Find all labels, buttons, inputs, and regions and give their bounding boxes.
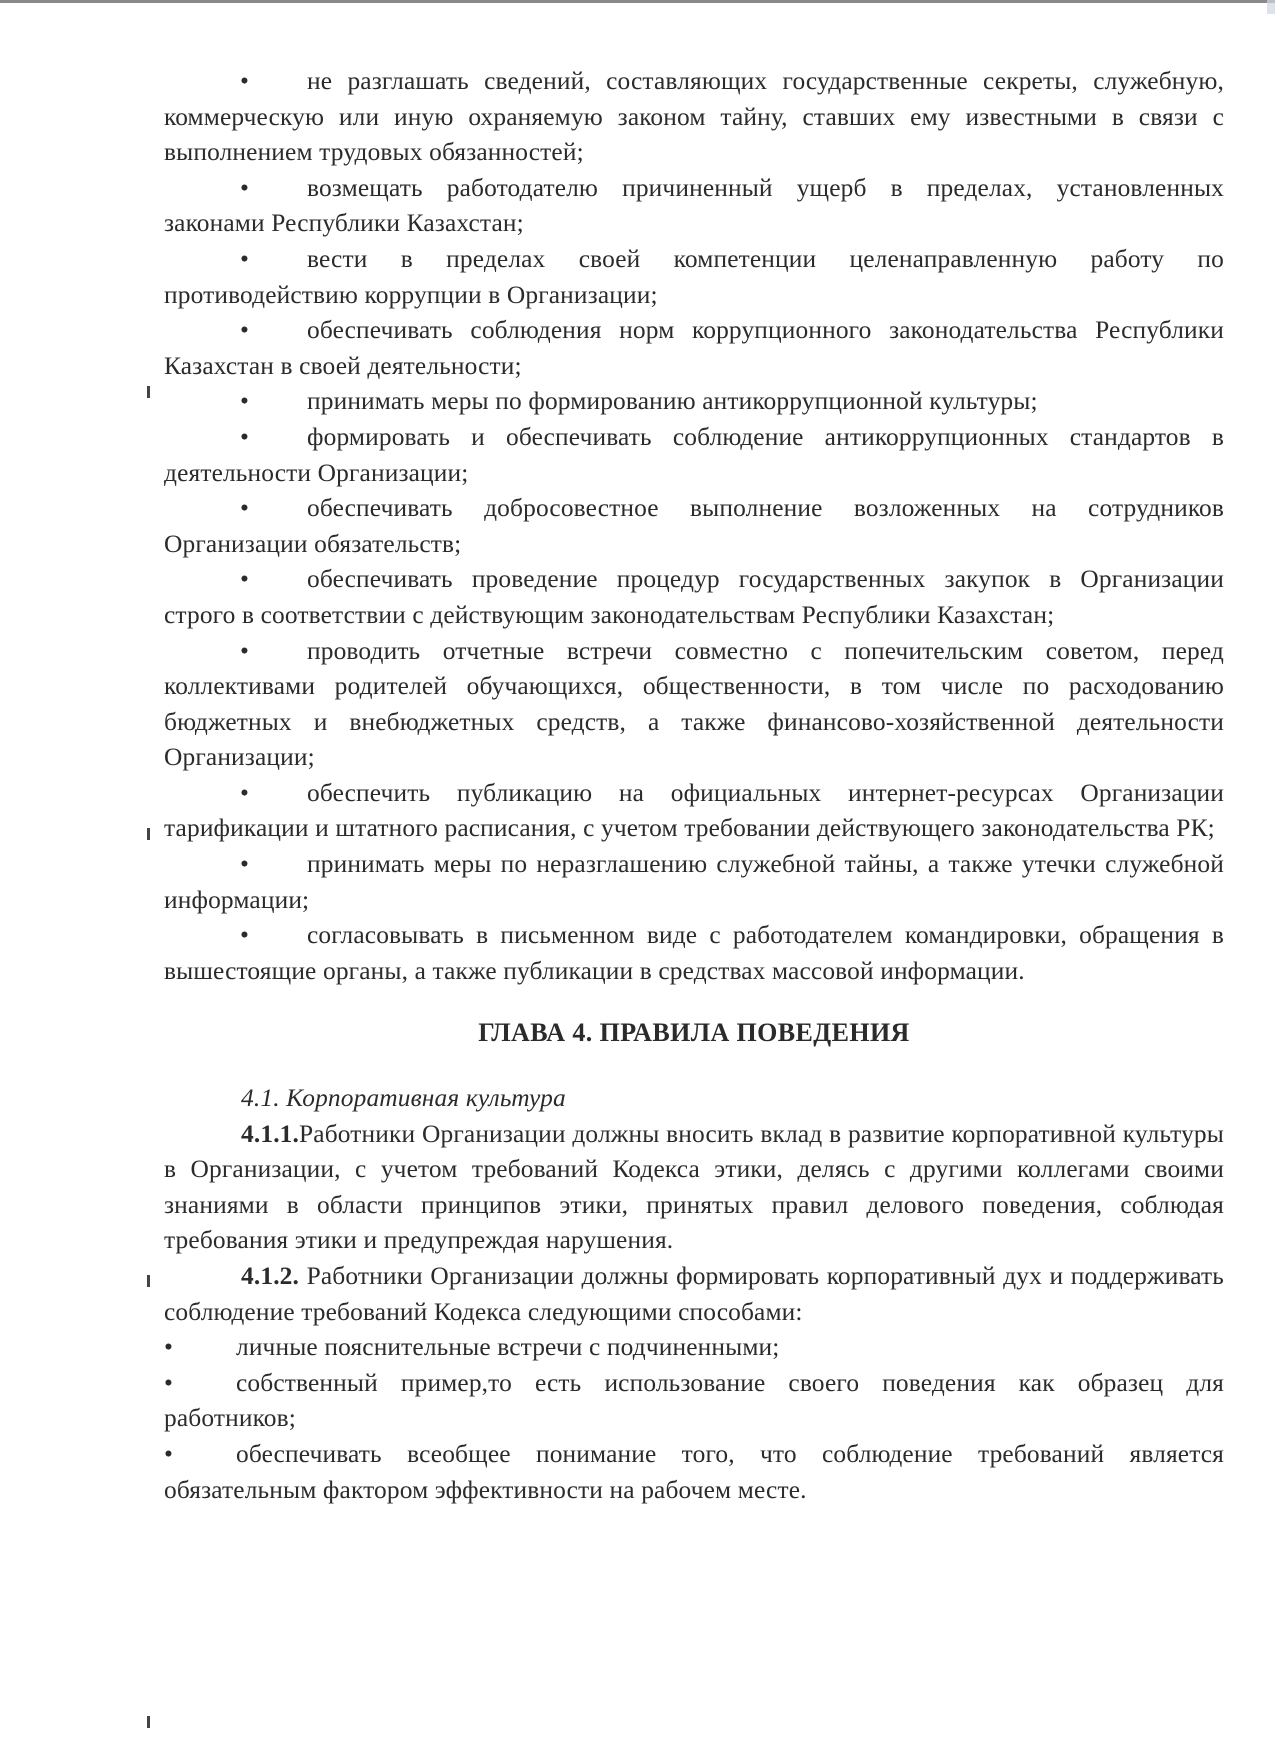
scan-mark <box>147 386 150 398</box>
list-item-text: формировать и обеспечивать соблюдение антикоррупционных стандартов в деятельности Организации; <box>164 422 1224 487</box>
bullet-icon: • <box>164 1333 174 1362</box>
bullet-icon: • <box>240 850 250 879</box>
list-item <box>164 634 1224 776</box>
list-item <box>164 1437 1224 1508</box>
scan-top-edge <box>0 0 1275 3</box>
list-item <box>164 562 1224 633</box>
paragraph-number: 4.1.1. <box>241 1119 300 1148</box>
scan-mark <box>147 1275 150 1287</box>
list-item <box>164 1366 1224 1437</box>
list-item-text: принимать меры по формированию антикоррупционной культуры; <box>307 387 1038 416</box>
list-item <box>164 64 1224 171</box>
list-item-text: обеспечивать соблюдения норм коррупционного законодательства Республики Казахстан в своей деятельности; <box>164 316 1224 380</box>
list-item-text: проводить отчетные встречи совместно с попечительским советом, перед коллективами родителей обучающихся, общественности, в том числе по расходованию бюджетных и внебюджетных средств, а также финансово-хозяйственной деятельности Организации; <box>164 636 1224 772</box>
list-item <box>164 491 1224 562</box>
list-item-text: принимать меры по неразглашению служебной тайны, а также утечки служебной информации; <box>164 850 1224 914</box>
list-item <box>164 313 1224 384</box>
bullet-icon: • <box>164 1439 174 1468</box>
bullet-icon: • <box>240 494 250 523</box>
scan-mark <box>147 1716 150 1728</box>
bullet-icon: • <box>240 921 250 950</box>
list-item <box>164 847 1224 918</box>
list-item <box>164 171 1224 242</box>
list-item-text: собственный пример,то есть использование своего поведения как образец для работников; <box>164 1368 1224 1433</box>
list-item-text: обеспечивать проведение процедур государственных закупок в Организации строго в соответствии с действующим законодательствам Республики Казахстан; <box>164 565 1224 629</box>
list-item <box>164 918 1224 989</box>
list-item-text: не разглашать сведений, составляющих государственные секреты, служебную, коммерческую или иную охраняемую законом тайну, ставших ему известными в связи с выполнением трудовых обязанностей; <box>164 67 1224 167</box>
list-item <box>164 776 1224 847</box>
bullet-icon: • <box>240 387 250 416</box>
paragraph-text: Работники Организации должны вносить вклад в развитие корпоративной культуры в Организации, с учетом требований Кодекса этики, делясь с другими коллегами своими знаниями в области принципов этики, принятых правил делового поведения, соблюдая требования этики и предупреждая нарушения. <box>164 1119 1224 1255</box>
paragraph-number: 4.1.2. <box>241 1262 300 1290</box>
list-item-text: обеспечивать добросовестное выполнение возложенных на сотрудников Организации обязательств; <box>164 494 1224 558</box>
paragraph-text: Работники Организации должны формировать корпоративный дух и поддерживать соблюдение требований Кодекса следующими способами: <box>164 1262 1224 1326</box>
list-item-text: согласовывать в письменном виде с работодателем командировки, обращения в вышестоящие органы, а также публикации в средствах массовой информации. <box>164 921 1224 985</box>
bullet-icon: • <box>240 173 250 202</box>
bullet-icon: • <box>240 422 250 451</box>
list-item <box>164 384 1224 420</box>
bullet-icon: • <box>240 636 250 665</box>
list-item <box>164 420 1224 491</box>
bullet-icon: • <box>240 244 250 273</box>
scan-mark <box>147 828 150 840</box>
list-item-text: личные пояснительные встречи с подчиненными; <box>236 1333 780 1362</box>
list-item <box>164 1330 1224 1366</box>
list-item-text: обеспечивать всеобщее понимание того, что соблюдение требований является обязательным фактором эффективности на рабочем месте. <box>164 1439 1224 1504</box>
list-item <box>164 242 1224 313</box>
bullet-icon: • <box>164 1368 174 1397</box>
list-item-text: вести в пределах своей компетенции целенаправленную работу по противодействию коррупции в Организации; <box>164 244 1224 309</box>
paragraph <box>164 1259 1224 1330</box>
chapter-heading: ГЛАВА 4. ПРАВИЛА ПОВЕДЕНИЯ <box>478 1018 910 1048</box>
bullet-icon: • <box>240 778 250 807</box>
section-title: 4.1. Корпоративная культура <box>241 1084 566 1113</box>
document-page <box>164 64 1224 1508</box>
list-item-text: возмещать работодателю причиненный ущерб в пределах, установленных законами Республики Казахстан; <box>164 173 1224 238</box>
list-item-text: обеспечить публикацию на официальных интернет-ресурсах Организации тарификации и штатного расписания, с учетом требовании действующего законодательства РК; <box>164 778 1224 843</box>
bullet-icon: • <box>240 316 250 345</box>
bullet-icon: • <box>240 565 250 594</box>
scan-corner-mark <box>1267 0 1275 14</box>
paragraph <box>164 1117 1224 1259</box>
bullet-icon: • <box>240 67 250 95</box>
